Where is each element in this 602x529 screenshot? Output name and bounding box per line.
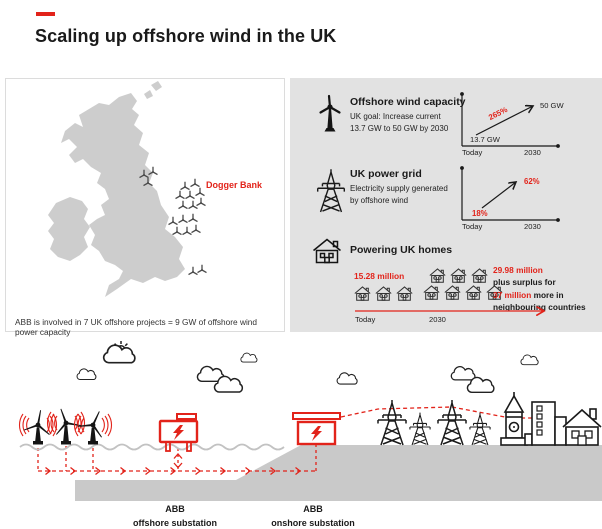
x-tick-today: Today	[462, 222, 483, 231]
offshore-substation-icon	[160, 414, 197, 451]
timeline-arrow	[354, 306, 554, 316]
house-icon	[444, 285, 461, 300]
offshore-substation-label: ABB offshore substation	[132, 504, 217, 528]
cloud-icon	[241, 353, 257, 362]
house-icon	[465, 285, 482, 300]
page-title: Scaling up offshore wind in the UK	[35, 26, 337, 46]
wind-turbine-icon	[312, 94, 350, 136]
house-icon	[450, 268, 467, 283]
offshore-wind-turbines	[19, 404, 111, 444]
homes-2030-pictogram-row2	[423, 285, 503, 300]
region-label: Dogger Bank	[206, 180, 263, 190]
start-value: 18%	[472, 209, 488, 218]
coastal-transmission-diagram	[0, 330, 602, 529]
lightning-bolt-icon	[173, 425, 184, 440]
start-value: 13.7 GW	[470, 135, 500, 144]
capacity-chart	[452, 88, 567, 160]
seabed	[75, 445, 602, 501]
sky	[77, 341, 538, 392]
stats-panel	[290, 78, 602, 332]
cloud-icon	[337, 373, 357, 384]
uk-map	[6, 79, 284, 331]
transmission-pylon-icon	[438, 400, 466, 445]
house-icon	[471, 268, 488, 283]
cloud-icon	[104, 345, 135, 362]
cloud-icon	[521, 355, 538, 365]
section-title-capacity: Offshore wind capacity	[350, 96, 466, 108]
waterline	[20, 445, 284, 450]
section-desc-grid: Electricity supply generated by offshore wind	[350, 184, 448, 205]
homes-surplus-note: 29.98 million plus surplus for 37 million more in neighbouring countries	[493, 264, 599, 314]
homes-future-value: 29.98 million	[493, 265, 543, 275]
house-icon	[423, 285, 440, 300]
brand-dash	[36, 12, 55, 16]
end-value: 62%	[524, 177, 540, 186]
onshore-substation-icon	[293, 413, 340, 444]
map-caption: ABB is involved in 7 UK offshore projects = 9 GW of offshore wind power capacity	[15, 317, 258, 337]
transmission-pylon-icon	[470, 413, 490, 445]
grid-chart	[452, 162, 567, 234]
surplus-value: 37 million	[493, 289, 532, 300]
city-skyline	[501, 392, 601, 445]
timeline-today: Today	[355, 315, 376, 324]
x-tick-2030: 2030	[524, 222, 541, 231]
transmission-pylon-icon	[410, 413, 430, 445]
cloud-icon	[467, 377, 493, 392]
homes-today-pictogram	[354, 286, 413, 301]
house-icon	[429, 268, 446, 283]
section-title-homes: Powering UK homes	[350, 244, 453, 256]
section-title-grid: UK power grid	[350, 168, 422, 180]
house-icon	[563, 409, 601, 445]
house-icon	[375, 286, 392, 301]
map-panel	[5, 78, 285, 337]
growth-label: 265%	[487, 104, 509, 123]
section-desc-capacity: UK goal: Increase current 13.7 GW to 50 GW by 2030	[350, 112, 449, 133]
timeline-2030: 2030	[429, 315, 446, 324]
power-pylon-icon	[314, 166, 348, 214]
transmission-pylon-icon	[378, 400, 406, 445]
onshore-substation-label: ABB onshore substation	[271, 504, 355, 528]
cloud-icon	[215, 376, 243, 392]
homes-2030-pictogram-row1	[429, 268, 488, 283]
house-icon	[354, 286, 371, 301]
cloud-icon	[77, 369, 96, 380]
x-tick-today: Today	[462, 148, 483, 157]
cloud-icon	[451, 367, 475, 380]
uk-landmass	[48, 81, 185, 297]
lightning-bolt-icon	[311, 426, 322, 441]
house-icon	[312, 238, 342, 265]
house-icon	[396, 286, 413, 301]
office-building-icon	[525, 402, 566, 445]
x-tick-2030: 2030	[524, 148, 541, 157]
homes-today-value: 15.28 million	[354, 271, 405, 281]
transmission-pylons	[378, 400, 490, 445]
end-value: 50 GW	[540, 101, 564, 110]
